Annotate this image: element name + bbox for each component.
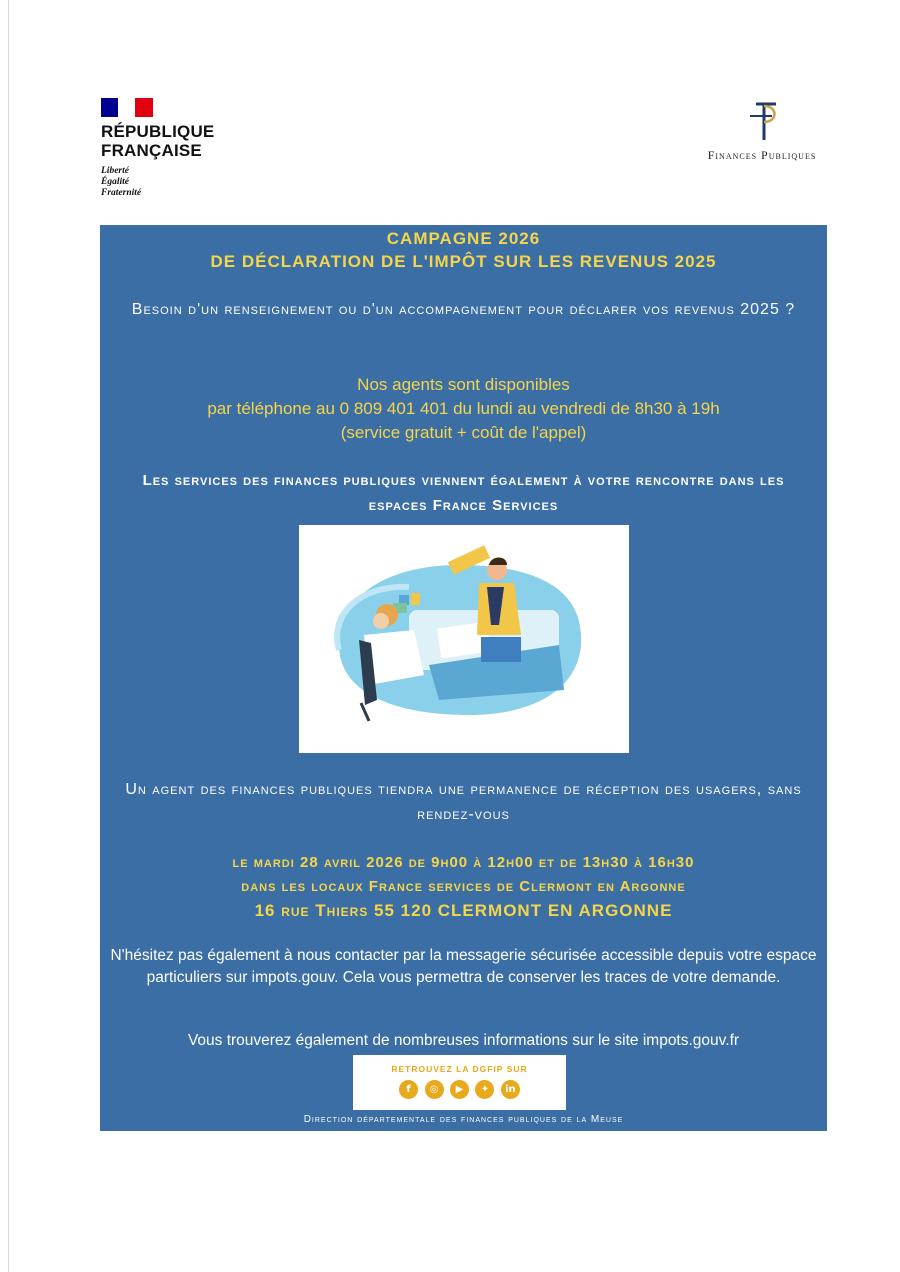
agents-phone-line: par téléphone au 0 809 401 401 du lundi au vendredi de 8h30 à 19h xyxy=(207,399,720,418)
facebook-icon[interactable]: f xyxy=(399,1080,418,1099)
social-media-box xyxy=(353,1055,566,1110)
poster-panel xyxy=(100,225,827,1131)
page-edge-line xyxy=(8,0,9,1272)
linkedin-icon[interactable]: in xyxy=(501,1080,520,1099)
poster-title-line1: CAMPAGNE 2026 xyxy=(386,229,541,248)
youtube-icon[interactable]: ▶ xyxy=(450,1080,469,1099)
services-text: Les services des finances publiques viennent également à votre rencontre dans les espaces France Services xyxy=(142,472,785,514)
motto-liberte: Liberté xyxy=(101,166,129,176)
appointment-place: dans les locaux France services de Clermont en Argonne xyxy=(241,878,686,895)
instagram-icon[interactable]: ◎ xyxy=(425,1080,444,1099)
agents-block xyxy=(100,373,827,445)
website-text: Vous trouverez également de nombreuses informations sur le site impots.gouv.fr xyxy=(187,1032,740,1049)
motto-fraternite: Fraternité xyxy=(101,188,142,198)
permanence-text: Un agent des finances publiques tiendra une permanence de réception des usagers, sans rendez-vous xyxy=(125,781,802,823)
motto-egalite: Égalité xyxy=(101,177,129,187)
republique-francaise-logo xyxy=(101,98,214,199)
appointment-block xyxy=(100,851,827,923)
finances-publiques-label: Finances Publiques xyxy=(707,148,817,162)
social-label: RETROUVEZ LA DGFIP SUR xyxy=(391,1064,528,1074)
french-flag-icon xyxy=(101,98,153,117)
twitter-icon[interactable]: ✦ xyxy=(475,1080,494,1099)
question-text: Besoin d'un renseignement ou d'un accompagnement pour déclarer vos revenus 2025 ? xyxy=(131,301,796,318)
agent-meeting-illustration xyxy=(299,525,629,753)
footer-text: Direction départementale des finances publiques de la Meuse xyxy=(303,1114,624,1125)
fp-monogram-icon xyxy=(742,100,782,144)
agents-cost-line: (service gratuit + coût de l'appel) xyxy=(340,423,587,442)
poster-title-line2: DE DÉCLARATION DE L'IMPÔT SUR LES REVENUS 2025 xyxy=(210,252,717,271)
republique-name xyxy=(101,122,214,160)
republique-motto xyxy=(101,166,214,199)
messaging-text: N'hésitez pas également à nous contacter par la messagerie sécurisée accessible depuis votre espace particuliers sur impots.gouv. Cela vous permettra de conserver les traces de votre demande. xyxy=(110,947,817,986)
republique-name-line1: RÉPUBLIQUE xyxy=(101,122,215,141)
appointment-date: le mardi 28 avril 2026 de 9h00 à 12h00 et de 13h30 à 16h30 xyxy=(232,854,695,871)
finances-publiques-logo xyxy=(688,100,836,163)
republique-name-line2: FRANÇAISE xyxy=(101,141,202,160)
agents-line1: Nos agents sont disponibles xyxy=(357,375,570,394)
appointment-address: 16 rue Thiers 55 120 CLERMONT EN ARGONNE xyxy=(254,901,673,920)
